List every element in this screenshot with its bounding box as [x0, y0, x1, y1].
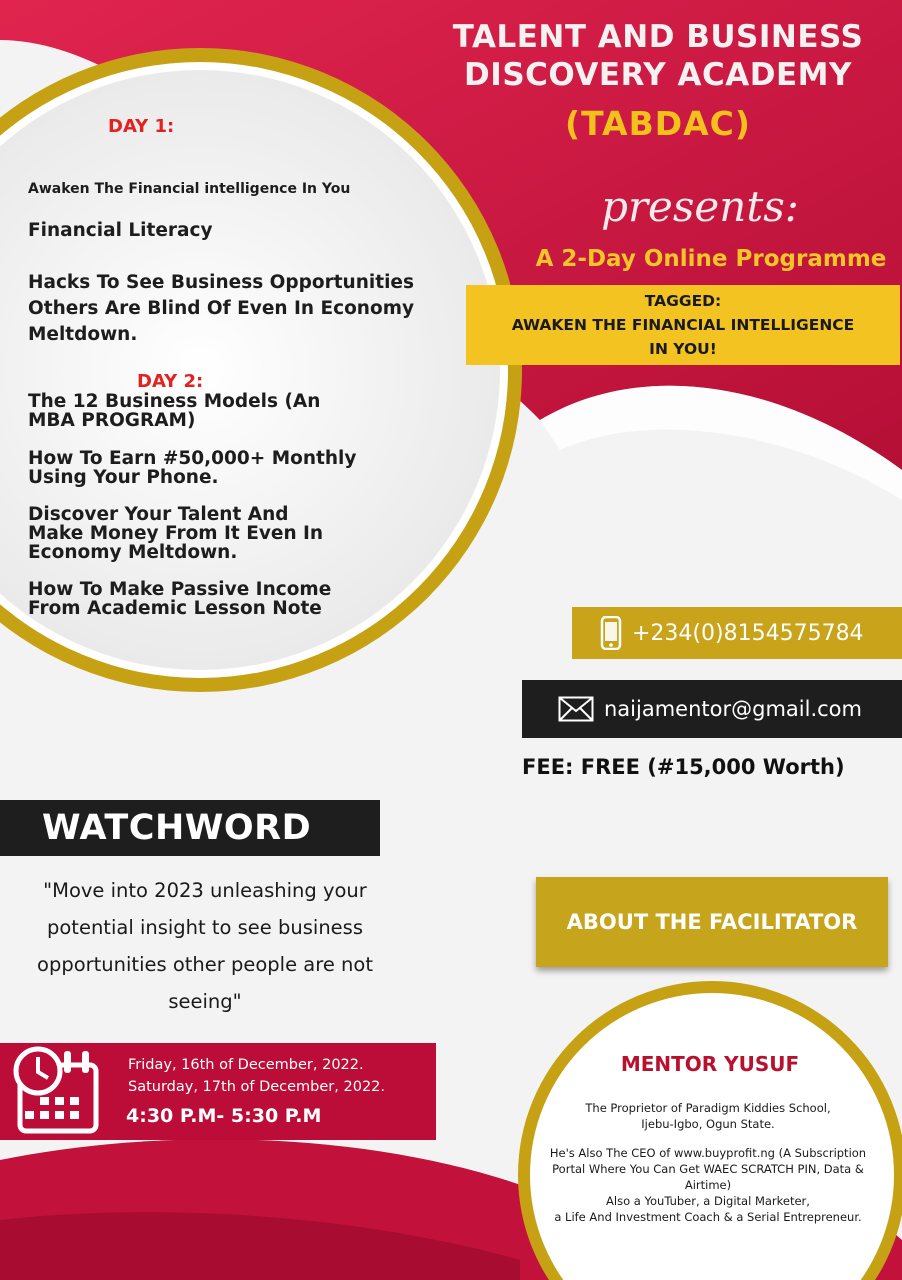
- fee-label: FEE: FREE (#15,000 Worth): [522, 755, 845, 779]
- watchword-quote: "Move into 2023 unleashing your potential insight to see business opportunities other people are not seeing": [37, 879, 373, 1013]
- phone-icon: [600, 616, 622, 650]
- day1-label: DAY 1:: [108, 116, 175, 137]
- event-date: Saturday, 17th of December, 2022.: [128, 1079, 385, 1095]
- day2-topic: How To Earn #50,000+ Monthly Using Your Phone.: [28, 448, 357, 488]
- facilitator-name: MENTOR YUSUF: [620, 1052, 800, 1076]
- email-address: naijamentor@gmail.com: [604, 697, 862, 721]
- day2-label: DAY 2:: [137, 371, 204, 392]
- tagged-line: IN YOU!: [649, 340, 717, 358]
- event-date: Friday, 16th of December, 2022.: [128, 1057, 364, 1073]
- tagged-banner: [466, 285, 900, 365]
- calendar-icon: [10, 1045, 100, 1141]
- academy-title: TALENT AND BUSINESS DISCOVERY ACADEMY: [452, 19, 864, 93]
- envelope-icon: [558, 696, 594, 722]
- tagged-label: TAGGED:: [644, 292, 722, 310]
- about-facilitator-button[interactable]: ABOUT THE FACILITATOR: [536, 877, 888, 967]
- day2-topic: Discover Your Talent And Make Money From It Even In Economy Meltdown.: [28, 504, 324, 563]
- email-contact[interactable]: [522, 680, 902, 738]
- phone-contact[interactable]: [572, 607, 902, 659]
- programme-title: A 2-Day Online Programme: [535, 246, 887, 272]
- watchword-title: WATCHWORD: [0, 800, 380, 856]
- day1-topic: Hacks To See Business Opportunities Others Are Blind Of Even In Economy Meltdown.: [28, 272, 415, 345]
- tagged-line: AWAKEN THE FINANCIAL INTELLIGENCE: [511, 316, 855, 334]
- day2-topic: The 12 Business Models (An MBA PROGRAM): [28, 391, 321, 431]
- event-time: 4:30 P.M- 5:30 P.M: [126, 1105, 322, 1127]
- presents-label: presents:: [601, 182, 799, 231]
- academy-acronym: (TABDAC): [565, 104, 751, 143]
- schedule-banner: [0, 1043, 436, 1140]
- day1-topic: Financial Literacy: [28, 220, 213, 241]
- phone-number: +234(0)8154575784: [632, 620, 864, 646]
- facilitator-bio: The Proprietor of Paradigm Kiddies School, Ijebu-Igbo, Ogun State. He's Also The CEO of www.buyprofit.ng (A Subscription Portal Where You Can Get WAEC SCRATCH PIN, Data & Airtime) Also a YouTuber, a Digital Marketer, a Life And Investment Coach & a Serial Entrepreneur.: [549, 1101, 867, 1224]
- day2-topic: How To Make Passive Income From Academic Lesson Note: [28, 579, 332, 619]
- day1-topic: Awaken The Financial intelligence In You: [28, 181, 351, 197]
